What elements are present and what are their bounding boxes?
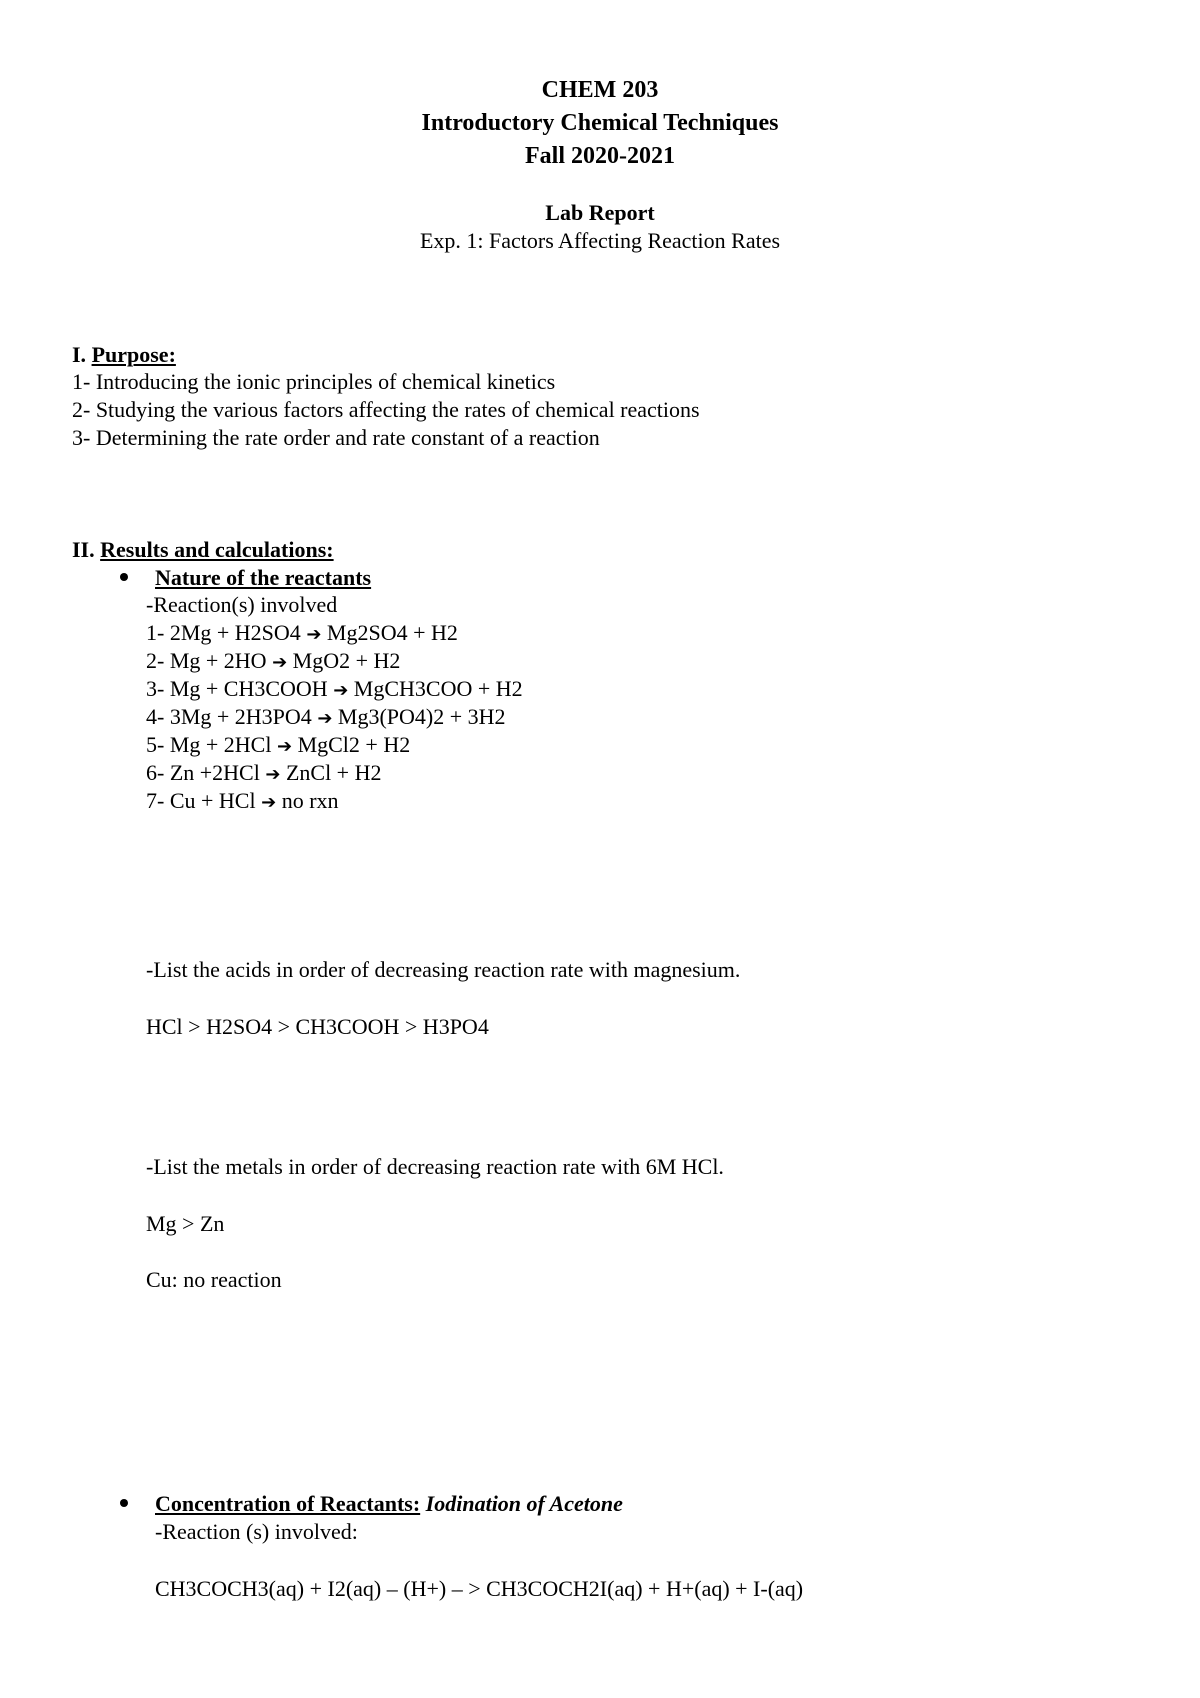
reaction-item: 2- Mg + 2HO ➔ MgO2 + H2: [146, 648, 401, 673]
concentration-subtitle: Iodination of Acetone: [425, 1491, 623, 1516]
purpose-item-1: 1- Introducing the ionic principles of chemical kinetics: [72, 369, 556, 394]
results-heading: [72, 537, 334, 563]
arrow-right-icon: ➔: [272, 652, 288, 673]
experiment-title: Exp. 1: Factors Affecting Reaction Rates: [419, 228, 781, 253]
purpose-numeral: I.: [72, 342, 87, 367]
arrow-right-icon: ➔: [317, 708, 333, 729]
reaction-item: 4- 3Mg + 2H3PO4 ➔ Mg3(PO4)2 + 3H2: [146, 704, 506, 729]
copper-note: Cu: no reaction: [146, 1267, 282, 1292]
course-title: Introductory Chemical Techniques: [421, 110, 779, 136]
arrow-right-icon: ➔: [306, 624, 322, 645]
reaction-item: 1- 2Mg + H2SO4 ➔ Mg2SO4 + H2: [146, 620, 458, 645]
reaction-item: 3- Mg + CH3COOH ➔ MgCH3COO + H2: [146, 676, 523, 701]
purpose-heading: [72, 342, 176, 368]
concentration-reactions-label: -Reaction (s) involved:: [155, 1519, 358, 1544]
concentration-title: Concentration of Reactants:: [155, 1491, 421, 1516]
reaction-item: 5- Mg + 2HCl ➔ MgCl2 + H2: [146, 732, 411, 757]
arrow-right-icon: ➔: [261, 792, 277, 813]
report-type: Lab Report: [545, 200, 655, 225]
metals-prompt: -List the metals in order of decreasing reaction rate with 6M HCl.: [146, 1154, 724, 1179]
purpose-title: Purpose:: [91, 342, 176, 367]
results-title: Results and calculations:: [100, 537, 334, 562]
iodination-equation: CH3COCH3(aq) + I2(aq) – (H+) – > CH3COCH2I(aq) + H+(aq) + I-(aq): [155, 1576, 804, 1601]
results-numeral: II.: [72, 537, 95, 562]
course-code: CHEM 203: [541, 77, 659, 103]
purpose-item-3: 3- Determining the rate order and rate constant of a reaction: [72, 425, 600, 450]
nature-heading: Nature of the reactants: [155, 565, 372, 590]
bullet-icon: [120, 1499, 128, 1507]
metals-answer: Mg > Zn: [146, 1211, 225, 1236]
acids-answer: HCl > H2SO4 > CH3COOH > H3PO4: [146, 1014, 489, 1039]
nature-reactions-label: -Reaction(s) involved: [146, 592, 338, 617]
arrow-right-icon: ➔: [333, 680, 349, 701]
arrow-right-icon: ➔: [265, 764, 281, 785]
acids-prompt: -List the acids in order of decreasing reaction rate with magnesium.: [146, 957, 741, 982]
concentration-heading: [155, 1491, 623, 1517]
arrow-right-icon: ➔: [276, 736, 293, 757]
purpose-item-2: 2- Studying the various factors affecting the rates of chemical reactions: [72, 397, 700, 422]
reaction-item: 6- Zn +2HCl ➔ ZnCl + H2: [146, 760, 382, 785]
term: Fall 2020-2021: [525, 143, 675, 169]
reaction-item: 7- Cu + HCl ➔ no rxn: [146, 788, 339, 813]
bullet-icon: [120, 573, 128, 581]
